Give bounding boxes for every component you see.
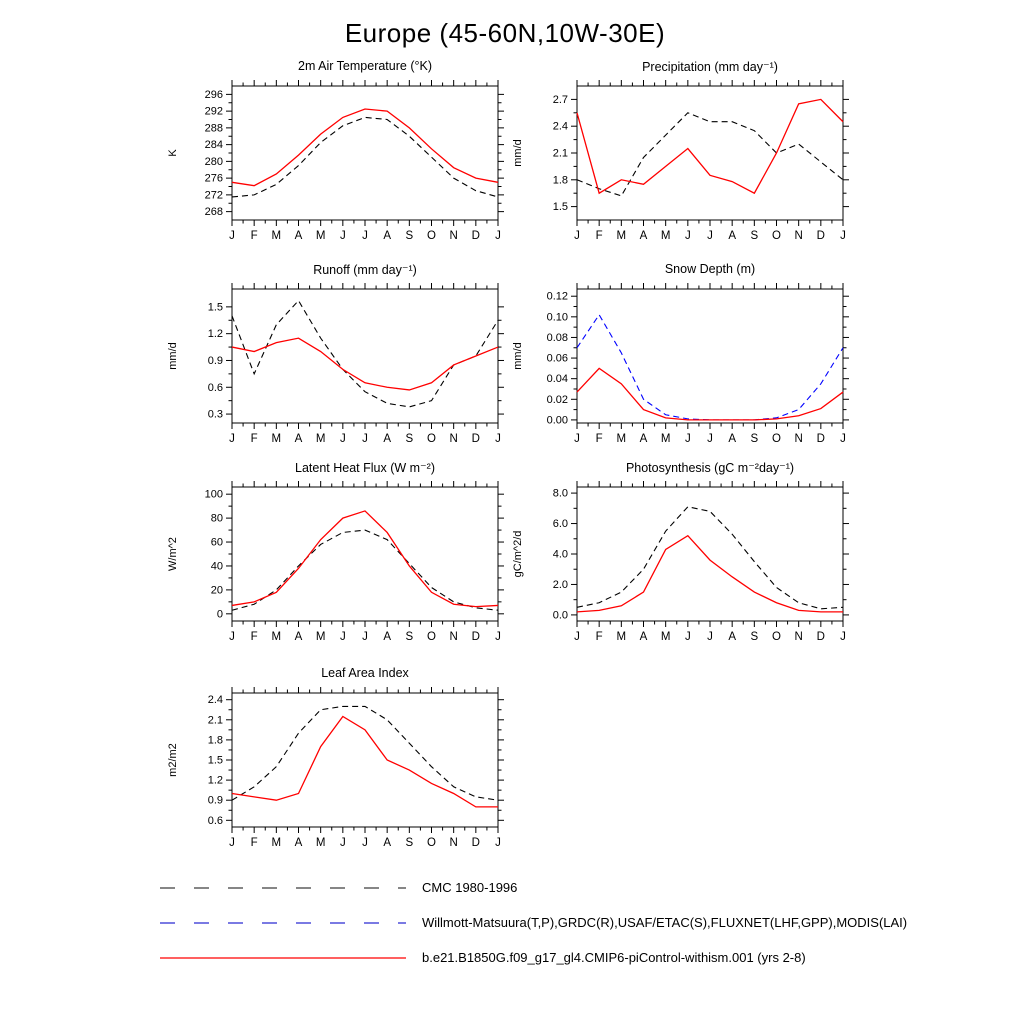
chart-canvas: [503, 477, 855, 657]
x-tick-label: A: [639, 433, 648, 445]
chart-runoff: [158, 262, 510, 459]
legend-item-obs-datasets: [158, 905, 907, 940]
page-title: Europe (45-60N,10W-30E): [344, 18, 666, 48]
y-tick-label: 0.6: [207, 381, 223, 394]
y-tick-label: 2.4: [552, 120, 568, 133]
x-tick-label: J: [684, 230, 691, 242]
x-tick-label: N: [449, 837, 458, 849]
x-tick-label: A: [728, 631, 737, 643]
y-axis-label: K: [167, 149, 179, 157]
x-tick-label: M: [315, 433, 326, 445]
series-line-observed: [232, 301, 498, 407]
series-line-observed: [232, 706, 498, 800]
y-axis-label: mm/d: [512, 342, 524, 370]
y-tick-label: 1.5: [552, 201, 568, 214]
chart-canvas-mount: [158, 477, 510, 657]
chart-title: Runoff (mm day⁻¹): [313, 263, 417, 277]
x-tick-label: J: [707, 230, 713, 242]
x-tick-label: M: [660, 433, 671, 445]
y-tick-label: 2.4: [207, 694, 223, 707]
chart-canvas-mount: [503, 477, 855, 657]
legend-label: b.e21.B1850G.f09_g17_gl4.CMIP6-piControl-withism.001 (yrs 2-8): [422, 950, 806, 965]
x-tick-label: F: [250, 631, 258, 643]
x-tick-label: J: [495, 631, 501, 643]
plot-frame: [577, 86, 843, 220]
y-tick-label: 0.04: [546, 373, 568, 386]
x-tick-label: A: [639, 230, 648, 242]
chart-title: Precipitation (mm day⁻¹): [642, 60, 778, 74]
legend-item-model-run: [158, 940, 907, 975]
x-tick-label: A: [383, 433, 392, 445]
y-tick-label: 6.0: [552, 518, 568, 531]
y-tick-label: 288: [204, 122, 223, 135]
chart-leaf-area-index: [158, 666, 510, 863]
x-tick-label: M: [660, 631, 671, 643]
series-line-observed: [577, 113, 843, 196]
y-axis-label: mm/d: [512, 139, 524, 167]
x-tick-label: M: [271, 433, 282, 445]
x-tick-label: F: [250, 433, 258, 445]
legend-item-cmc: [158, 870, 907, 905]
x-tick-label: D: [471, 631, 480, 643]
x-tick-label: N: [449, 631, 458, 643]
x-tick-label: J: [362, 230, 368, 242]
x-tick-label: O: [427, 433, 436, 445]
y-tick-label: 276: [204, 172, 223, 185]
y-tick-label: 1.5: [207, 301, 223, 314]
y-tick-label: 0.00: [546, 414, 568, 427]
x-tick-label: N: [794, 433, 803, 445]
chart-canvas-mount: [503, 76, 855, 256]
x-tick-label: J: [229, 433, 235, 445]
x-tick-label: S: [405, 433, 414, 445]
chart-canvas: [158, 683, 510, 863]
chart-canvas-mount: [158, 279, 510, 459]
y-tick-label: 272: [204, 189, 223, 202]
x-tick-label: A: [294, 631, 303, 643]
chart-title: Photosynthesis (gC m⁻²day⁻¹): [625, 461, 795, 475]
y-tick-label: 1.8: [207, 734, 223, 747]
chart-2m-air-temperature: [158, 59, 510, 256]
x-tick-label: M: [271, 230, 282, 242]
x-tick-label: O: [772, 631, 781, 643]
chart-snow-depth: [503, 262, 855, 459]
x-tick-label: S: [405, 230, 414, 242]
x-tick-label: J: [362, 433, 368, 445]
y-tick-label: 80: [210, 512, 223, 525]
y-tick-label: 1.5: [207, 754, 223, 767]
x-tick-label: J: [840, 230, 846, 242]
plot-frame: [232, 693, 498, 827]
y-tick-label: 0.02: [546, 393, 568, 406]
y-tick-label: 4.0: [552, 548, 568, 561]
x-tick-label: J: [229, 230, 235, 242]
chart-canvas: [503, 76, 855, 256]
x-tick-label: J: [339, 631, 346, 643]
chart-precipitation: [503, 59, 855, 256]
y-tick-label: 0.08: [546, 331, 568, 344]
x-tick-label: J: [495, 230, 501, 242]
y-tick-label: 296: [204, 88, 223, 101]
y-tick-label: 8.0: [552, 487, 568, 500]
y-tick-label: 60: [210, 536, 223, 549]
y-tick-label: 0.10: [546, 311, 568, 324]
y-tick-label: 0.3: [207, 408, 223, 421]
x-tick-label: O: [427, 837, 436, 849]
chart-canvas-mount: [503, 279, 855, 459]
y-tick-label: 268: [204, 206, 223, 219]
x-tick-label: M: [616, 433, 627, 445]
plot-frame: [232, 86, 498, 220]
x-tick-label: J: [339, 230, 346, 242]
y-tick-label: 0: [216, 608, 223, 621]
y-tick-label: 20: [210, 584, 223, 597]
x-tick-label: F: [595, 433, 603, 445]
x-tick-label: A: [383, 631, 392, 643]
series-line-model: [577, 99, 843, 193]
y-tick-label: 284: [204, 139, 223, 152]
plot-frame: [577, 487, 843, 621]
series-line-observed: [232, 530, 498, 610]
y-tick-label: 2.1: [552, 147, 568, 160]
series-line-observed: [577, 507, 843, 609]
legend-line-sample: [158, 917, 408, 929]
x-tick-label: A: [639, 631, 648, 643]
chart-canvas: [158, 76, 510, 256]
x-tick-label: S: [750, 433, 759, 445]
y-tick-label: 1.2: [207, 774, 223, 787]
x-tick-label: D: [816, 631, 825, 643]
series-line-observed: [232, 117, 498, 197]
x-tick-label: J: [840, 433, 846, 445]
x-tick-label: M: [660, 230, 671, 242]
chart-canvas: [158, 477, 510, 657]
chart-title: Snow Depth (m): [664, 262, 756, 276]
x-tick-label: M: [315, 631, 326, 643]
x-tick-label: M: [271, 631, 282, 643]
x-tick-label: D: [471, 230, 480, 242]
x-tick-label: J: [684, 631, 691, 643]
x-tick-label: J: [707, 631, 713, 643]
y-tick-label: 1.8: [552, 174, 568, 187]
x-tick-label: M: [616, 230, 627, 242]
x-tick-label: A: [383, 230, 392, 242]
chart-title: Leaf Area Index: [321, 666, 409, 680]
x-tick-label: J: [229, 631, 235, 643]
chart-canvas-mount: [158, 683, 510, 863]
x-tick-label: N: [794, 230, 803, 242]
plot-frame: [232, 289, 498, 423]
chart-title: Latent Heat Flux (W m⁻²): [295, 461, 435, 475]
chart-canvas: [503, 279, 855, 459]
y-tick-label: 2.0: [552, 578, 568, 591]
y-tick-label: 2.7: [552, 93, 568, 106]
x-tick-label: J: [339, 433, 346, 445]
x-tick-label: J: [229, 837, 235, 849]
x-tick-label: M: [315, 230, 326, 242]
x-tick-label: O: [427, 631, 436, 643]
y-axis-label: W/m^2: [167, 537, 179, 571]
x-tick-label: D: [471, 433, 480, 445]
x-tick-label: J: [339, 837, 346, 849]
x-tick-label: O: [772, 230, 781, 242]
x-tick-label: M: [271, 837, 282, 849]
x-tick-label: F: [595, 230, 603, 242]
chart-canvas-mount: [158, 76, 510, 256]
y-tick-label: 292: [204, 105, 223, 118]
y-tick-label: 0.9: [207, 794, 223, 807]
series-line-model: [232, 716, 498, 806]
x-tick-label: A: [728, 433, 737, 445]
x-tick-label: J: [840, 631, 846, 643]
x-tick-label: D: [816, 230, 825, 242]
x-tick-label: D: [816, 433, 825, 445]
y-tick-label: 100: [204, 488, 223, 501]
series-line-model: [232, 338, 498, 390]
legend-line-sample: [158, 882, 408, 894]
x-tick-label: S: [750, 631, 759, 643]
x-tick-label: J: [574, 631, 580, 643]
x-tick-label: N: [794, 631, 803, 643]
series-line-model: [577, 368, 843, 420]
x-tick-label: J: [495, 433, 501, 445]
x-tick-label: F: [250, 837, 258, 849]
y-tick-label: 0.0: [552, 609, 568, 622]
x-tick-label: A: [294, 230, 303, 242]
legend-line-sample: [158, 952, 408, 964]
chart-title: 2m Air Temperature (°K): [298, 59, 432, 73]
x-tick-label: S: [405, 631, 414, 643]
chart-latent-heat-flux: [158, 460, 510, 657]
y-tick-label: 0.06: [546, 352, 568, 365]
legend-label: Willmott-Matsuura(T,P),GRDC(R),USAF/ETAC(S),FLUXNET(LHF,GPP),MODIS(LAI): [422, 915, 908, 930]
x-tick-label: A: [728, 230, 737, 242]
x-tick-label: F: [250, 230, 258, 242]
x-tick-label: O: [427, 230, 436, 242]
x-tick-label: J: [574, 230, 580, 242]
series-line-observed: [577, 315, 843, 420]
plot-frame: [577, 289, 843, 423]
x-tick-label: J: [707, 433, 713, 445]
x-tick-label: S: [750, 230, 759, 242]
x-tick-label: M: [315, 837, 326, 849]
y-tick-label: 0.12: [546, 290, 568, 303]
y-axis-label: gC/m^2/d: [512, 530, 524, 578]
x-tick-label: J: [574, 433, 580, 445]
x-tick-label: J: [684, 433, 691, 445]
series-line-model: [232, 109, 498, 186]
y-tick-label: 280: [204, 155, 223, 168]
x-tick-label: S: [405, 837, 414, 849]
chart-canvas: [158, 279, 510, 459]
x-tick-label: M: [616, 631, 627, 643]
x-tick-label: D: [471, 837, 480, 849]
series-line-model: [577, 536, 843, 612]
x-tick-label: N: [449, 230, 458, 242]
y-tick-label: 1.2: [207, 328, 223, 341]
x-tick-label: J: [362, 631, 368, 643]
legend: [158, 870, 907, 975]
x-tick-label: J: [495, 837, 501, 849]
x-tick-label: A: [294, 837, 303, 849]
x-tick-label: J: [362, 837, 368, 849]
y-tick-label: 40: [210, 560, 223, 573]
x-tick-label: F: [595, 631, 603, 643]
y-axis-label: mm/d: [167, 342, 179, 370]
x-tick-label: N: [449, 433, 458, 445]
x-tick-label: O: [772, 433, 781, 445]
x-tick-label: A: [383, 837, 392, 849]
chart-photosynthesis: [503, 460, 855, 657]
y-axis-label: m2/m2: [167, 743, 179, 777]
y-tick-label: 0.6: [207, 814, 223, 827]
x-tick-label: A: [294, 433, 303, 445]
y-tick-label: 2.1: [207, 714, 223, 727]
plot-frame: [232, 487, 498, 621]
legend-label: CMC 1980-1996: [422, 880, 518, 895]
y-tick-label: 0.9: [207, 354, 223, 367]
